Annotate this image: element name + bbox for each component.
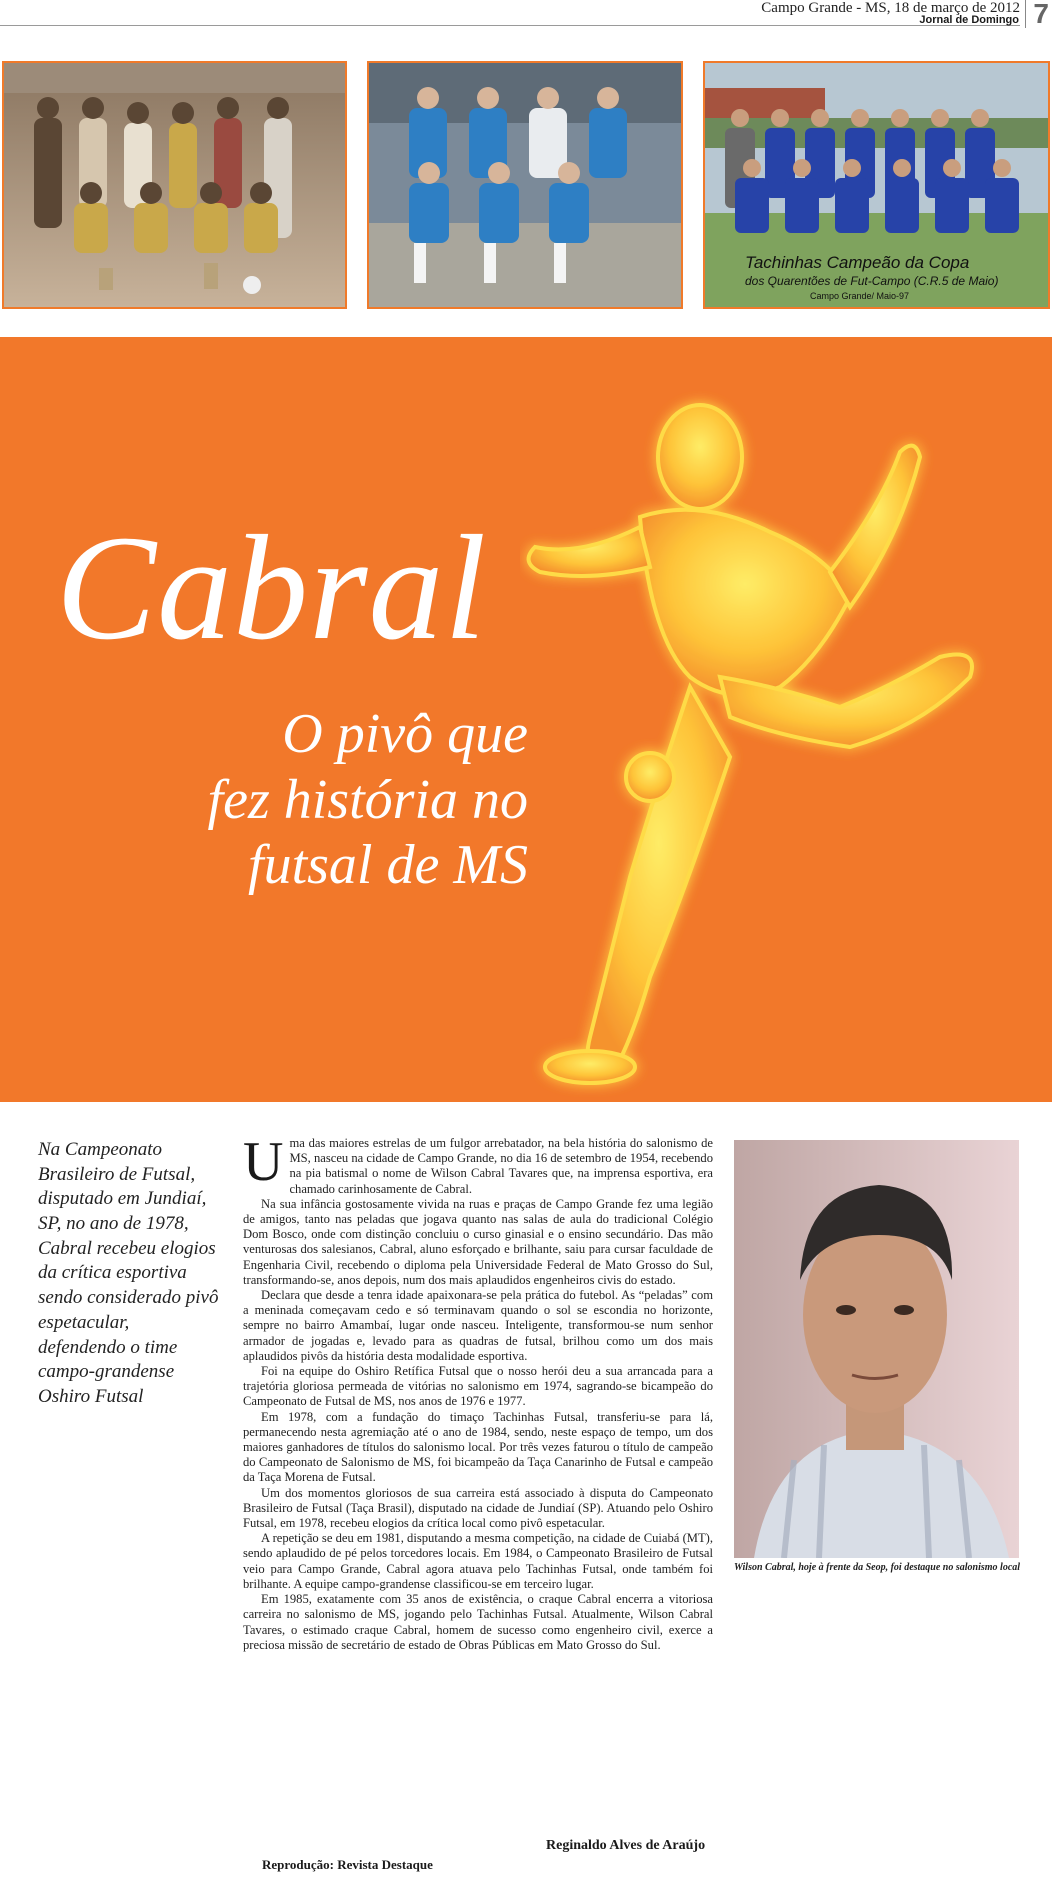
article-paragraph-8: Em 1985, exatamente com 35 anos de existência, o craque Cabral encerra a vitoriosa carreira no salonismo de MS, jogando pelo Tachinhas Futsal. Atualmente, Wilson Cabral Tavares, o estimado craque Cabral, homem de sucesso como engenheiro civil, exerce a preciosa missão de secretário de estado de Obras Públicas em Mato Grosso do Sul. <box>243 1592 713 1652</box>
page-header <box>0 0 1052 30</box>
article-byline: Reginaldo Alves de Araújo <box>546 1838 706 1853</box>
photo3-caption-line3: Campo Grande/ Maio-97 <box>810 291 910 301</box>
hero-subtitle-line3: futsal de MS <box>248 834 528 897</box>
flaming-player-illustration <box>520 357 1050 1097</box>
article-paragraph-6: Um dos momentos gloriosos de sua carreira está associado à disputa do Campeonato Brasileiro de Futsal (Taça Brasil), disputado na cidade de Jundiaí (SP). Atuando pelo Oshiro Futsal, em 1978, recebeu elogios da crítica local como pivô espetacular. <box>243 1485 713 1531</box>
header-divider <box>1025 0 1026 28</box>
drop-cap: U <box>243 1131 284 1193</box>
header-location-date: Campo Grande - MS, 18 de março de 2012 <box>761 0 1020 16</box>
team-photo-1970s <box>2 61 347 309</box>
portrait-photo <box>734 1140 1019 1558</box>
reproduction-credit: Reprodução: Revista Destaque <box>262 1857 433 1872</box>
portrait-caption: Wilson Cabral, hoje à frente da Seop, foi destaque no salonismo local <box>734 1562 1021 1573</box>
header-paper-name: Jornal de Domingo <box>919 14 1019 26</box>
article-paragraph-5: Em 1978, com a fundação do timaço Tachinhas Futsal, transferiu-se para lá, permanecendo nesta agremiação até o ano de 1984, sendo, neste espaço de tempo, um dos maiores ganhadores de títulos do salonismo local. Por três vezes faturou o título de campeão do Campeonato de Salonismo de MS, foi bicampeão da Taça Canarinho de Futsal e campeão da Taça Morena de Futsal. <box>243 1409 713 1485</box>
photo3-caption-line1: Tachinhas Campeão da Copa <box>745 253 970 272</box>
header-rule <box>0 25 1020 26</box>
article-body <box>243 1131 713 1653</box>
team-photo-1983 <box>367 61 683 309</box>
article-paragraph-1 <box>243 1131 713 1197</box>
hero-subtitle-line1: O pivô que <box>282 703 528 765</box>
article-paragraph-3: Declara que desde a tenra idade apaixonara-se pela prática do futebol. As “peladas” com a meninada começavam cedo e só terminavam quando o sol se escondia no horizonte, sempre no bairro Amambaí, lugar onde nasceu. Inteligente, transformou-se num senhor armador de jogadas e, levado para as quadras de futsal, brilhou como um dos mais aplaudidos pivôs da história desta modalidade esportiva. <box>243 1288 713 1363</box>
hero-subtitle <box>48 702 528 899</box>
hero-banner <box>0 337 1052 1102</box>
article-paragraph-2: Na sua infância gostosamente vivida na ruas e praças de Campo Grande fez uma legião de amigos, tanto nas peladas que jogava quanto nas salas de aula do tradicional Colégio Dom Bosco, onde com distinção concluiu o curso ginasial e o ensino secundário. Das mão venturosas dos salesianos, Cabral, aluno esforçado e brilhante, saiu para cursar faculdade de Engenharia Civil, recebendo o diploma pela Universidade Federal de Mato Grosso do Sul, transformando-se, anos depois, num dos mais aplaudidos engenheiros civis do estado. <box>243 1196 713 1287</box>
article-paragraph-7: A repetição se deu em 1981, disputando a mesma competição, na cidade de Cuiabá (MT), sendo aplaudido de pé pelos torcedores locais. Em 1984, o Campeonato Brasileiro de Futsal veio para Campo Grande, Cabral agora atuava pelo Tachinhas Futsal, onde também foi brilhante. A equipe campo-grandense classificou-se em terceiro lugar. <box>243 1531 713 1591</box>
team-photo-1997 <box>703 61 1050 309</box>
lead-pullquote: Na Campeonato Brasileiro de Futsal, disputado em Jundiaí, SP, no ano de 1978, Cabral recebeu elogios da crítica esportiva sendo considerado pivô espetacular, defendendo o time campo-grandense Oshiro Futsal <box>38 1139 219 1407</box>
hero-subtitle-line2: fez história no <box>207 768 528 831</box>
hero-title: Cabral <box>56 505 488 671</box>
article-paragraph-4: Foi na equipe do Oshiro Retífica Futsal que o nosso herói deu a sua arrancada para a trajetória gloriosa permeada de vitórias no salonismo em 1974, sagrando-se bicampeão do Campeonato de Futsal de MS, nos anos de 1976 e 1977. <box>243 1364 713 1409</box>
article-paragraph-1-text: ma das maiores estrelas de um fulgor arrebatador, na bela história do salonismo de MS, nasceu na cidade de Campo Grande, no dia 16 de setembro de 1954, recebendo na pia batismal o nome de Wilson Cabral Tavares que, na imprensa esportiva, era chamado carinhosamente de Cabral. <box>289 1136 713 1196</box>
photo3-caption-line2: dos Quarentões de Fut-Campo (C.R.5 de Maio) <box>745 274 999 288</box>
page-number: 7 <box>1033 0 1049 29</box>
